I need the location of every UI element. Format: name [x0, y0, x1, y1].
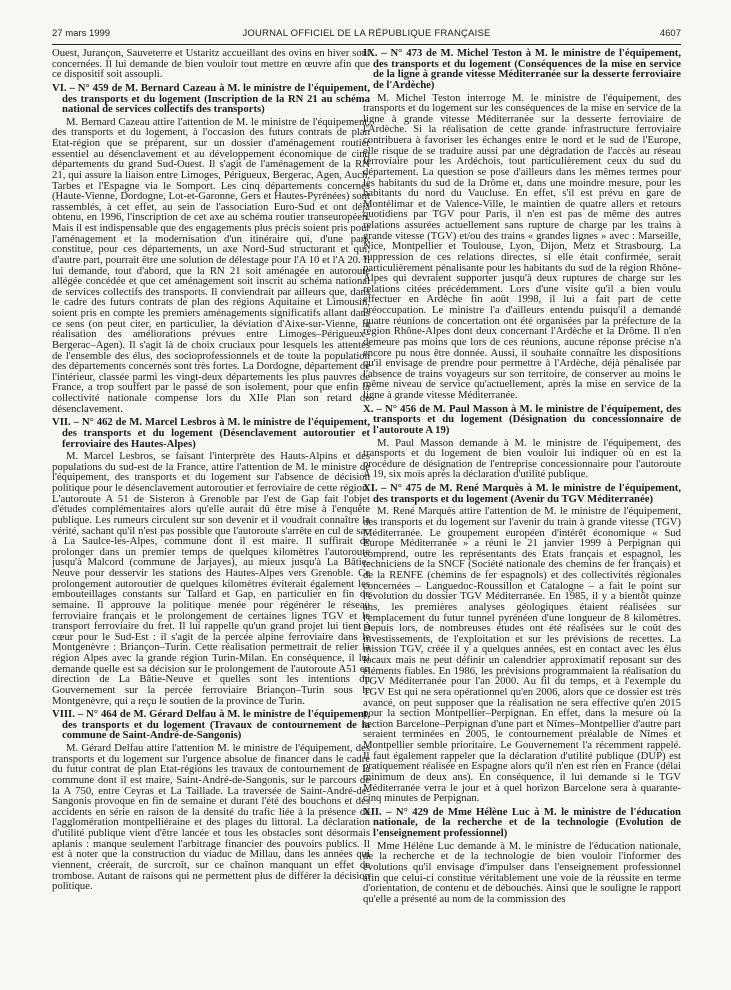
question-body-x: M. Paul Masson demande à M. le ministre de l'équipement, des transports et du logement de bien vouloir lui indiquer où en est la procédure de désignation de l'entreprise concessionnaire pour l'autoroute A 19, six mois après la déclaration d'utilité publique.	[363, 436, 681, 481]
question-body-vii: M. Marcel Lesbros, se faisant l'interprète des Hauts-Alpins et des populations du sud-est de la France, attire l'attention de M. le ministre de l'équipement, des transports et du logement sur l'absence de décision politique pour le désenclavement autoroutier et ferroviaire de cette région. L'autoroute A 51 de Sisteron à Grenoble par l'est de Gap fait l'objet d'études complémentaires alors qu'elle aurait dû être mise à l'enquête publique. Les rumeurs circulent sur son devenir et il voudrait connaître la vérité, sachant qu'il n'est pas possible que l'autoroute s'arrête en cul de sac à La Saulce-les-Alpes, commune dont il est maire. Il suffirait de prolonger dans un premier temps de quelques kilomètres l'autoroute jusqu'à Malcord (commune de Jarjayes), au mieux jusqu'à La Bâtie-Neuve pour desservir les stations des Hautes-Alpes vers Grenoble. Ce prolongement autoroutier de quelques kilomètres éviterait également les embouteillages constants sur Tallard et Gap, en particulier en fin de semaine. Il approuve la politique menée pour régénérer le réseau ferroviaire français et le prolongement de certaines lignes TGV et le transport ferroviaire du fret. Il lui rappelle qu'un grand projet lui tient à cœur pour le Sud-Est : il s'agit de la percée alpine ferroviaire dans le Montgenèvre : Briançon–Turin. Cette réalisation permettrait de relier la région Alpes avec la grande région Turin-Milan. En conséquence, il lui demande quelle est sa décision sur le prolongement de l'autoroute A51 en direction de La Bâtie-Neuve et quelles sont les intentions du Gouvernement sur la percée ferroviaire Briançon–Turin sous le Montgenèvre, qui a reçu le soutien de la province de Turin.	[52, 450, 370, 707]
question-heading-xi: XI. – N° 475 de M. René Marquès à M. le ministre de l'équipement, des transports et du logement (Avenir du TGV Méditerranée)	[363, 482, 681, 505]
question-body-ix: M. Michel Teston interroge M. le ministre de l'équipement, des transports et du logement sur les conséquences de la mise en service de la ligne à grande vitesse Méditerranée sur la desserte ferroviaire de l'Ardèche. Si la réalisation de cette grande infrastructure ferroviaire contribuera à favoriser les échanges entre le nord et le sud de l'Europe, elle risque de se traduire aussi par une dégradation de l'accès au réseau ferroviaire pour les Ardéchois, tout particulièrement ceux du sud du département. La question se pose d'ailleurs dans les mêmes termes pour les habitants du sud de la Drôme et, dans une moindre mesure, pour les habitants du nord du Vaucluse. En effet, s'il est prévu en gare de Montélimar et de Valence-Ville, le maintien de quatre allers et retours quotidiens par TGV pour Paris, il n'en est pas de même des autres relations assurées actuellement sans rupture de charge par les trains à grande vitesse (TGV) et/ou des trains « grandes lignes » avec : Marseille, Nice, Montpellier et Toulouse, Lyon, Dijon, Metz et Strasbourg. La suppression de ces relations directes, si elle était confirmée, serait particulièrement pénalisante pour les habitants du sud de la région Rhône-Alpes qui devraient supporter jusqu'à deux ruptures de charge sur les relations citées précédemment. Lors d'une visite qu'il a bien voulu effectuer en Ardèche fin août 1998, il lui a fait part de cette préoccupation. Le ministre l'a d'ailleurs entendu puisqu'il a demandé quatre réunions de concertation ont été organisées par la préfecture de la région Rhône-Alpes dont deux concernant l'Ardèche et la Drôme. Il n'en demeure pas moins que lors de ces réunions, aucune réponse précise n'a encore pu nous être donnée. Aussi, il souhaite connaître les dispositions qu'il envisage de prendre pour permettre à l'Ardèche, déjà pénalisée par l'absence de trains voyageurs sur son territoire, de conserver au moins le même niveau de service qu'actuellement, après la mise en service de la ligne à grande vitesse Méditerranée.	[363, 91, 681, 401]
header-journal-title: JOURNAL OFFICIEL DE LA RÉPUBLIQUE FRANÇAISE	[242, 28, 491, 39]
question-heading-x: X. – N° 456 de M. Paul Masson à M. le ministre de l'équipement, des transports et du logement (Désignation du concessionnaire de l'autoroute A 19)	[363, 402, 681, 436]
left-column	[52, 48, 370, 978]
question-heading-vii: VII. – N° 462 de M. Marcel Lesbros à M. le ministre de l'équipement, des transports et du logement (Désenclavement autoroutier et ferroviaire des Hautes-Alpes)	[52, 416, 370, 450]
page-header	[52, 24, 681, 45]
question-heading-ix: IX. – N° 473 de M. Michel Teston à M. le ministre de l'équipement, des transports et du logement (Conséquences de la mise en service de la ligne à grande vitesse Méditerranée sur la desserte ferroviaire de l'Ardèche)	[363, 48, 681, 91]
question-heading-vi: VI. – N° 459 de M. Bernard Cazeau à M. le ministre de l'équipement, des transports et du logement (Inscription de la RN 21 au schéma national de services collectifs des transports)	[52, 81, 370, 116]
header-date: 27 mars 1999	[52, 28, 111, 39]
question-heading-viii: VIII. – N° 464 de M. Gérard Delfau à M. le ministre de l'équipement, des transports et du logement (Travaux de contournement de la commune de Saint-André-de-Sangonis)	[52, 708, 370, 742]
question-body-vi: M. Bernard Cazeau attire l'attention de M. le ministre de l'équipement, des transports et du logement, à l'occasion des futurs contrats de plan Etat-région que se préparent, sur un dossier d'aménagement routier essentiel au désenclavement et au développement économique de cinq départements du grand Sud-Ouest. Il s'agit de l'aménagement de la RN 21, qui assure la liaison entre Limoges, Périgueux, Bergerac, Agen, Auch, Tarbes et l'Espagne via le Somport. Les cinq départements concernés (Haute-Vienne, Dordogne, Lot-et-Garonne, Gers et Hautes-Pyrénées) sont rassemblés, à cet effet, au sein de l'association Euro-Sud et ont déjà obtenu, en 1996, l'inscription de cet axe au schéma routier transeuropéen. Mais il est indispensable que des engagements plus précis soient pris pour l'aménagement et la modernisation d'un itinéraire qui, d'une part, constitue, pour ces départements, un axe Nord-Sud structurant et qui, d'autre part, pourrait être une solution de délestage pour l'A 10 et l'A 20. Il lui demande, tout d'abord, que la RN 21 soit aménagée en autoroute allégée concédée et que cet aménagement soit inscrit au schéma national de services collectifs des transports. Il conviendrait par ailleurs que, dans le cadre des futurs contrats de plan des régions Aquitaine et Limousin, soient pris en compte les premiers aménagements significatifs allant dans ce sens (on peut citer, en particulier, la déviation d'Aixe-sur-Vienne, la réalisation des améliorations prévues entre Limoges–Périgueux–Bergerac–Agen). Il s'agit là de choix cruciaux pour lesquels les attentes de l'ensemble des élus, des socioprofessionnels et de toute la population des départements concernés sont très fortes. La Dordogne, département de l'intérieur, classée parmi les vingt-deux départements les plus pauvres de France, a trop souffert par le passé de son isolement, pour que enfin la collectivité nationale compense lors du XIIe Plan son retard de désenclavement.	[52, 115, 370, 415]
question-body-xi: M. René Marquès attire l'attention de M. le ministre de l'équipement, des transports et du logement sur l'avenir du train à grande vitesse (TGV) Méditerranée. Le groupement européen d'intérêt économique « Sud Europe Méditerranée » a réuni le 21 janvier 1999 à Perpignan qui comprend, outre les représentants des Etats français et espagnol, les techniciens de la SNCF (Société nationale des chemins de fer français) et de la RENFE (chemins de fer espagnols) et des collectivités régionales concernées – Languedoc-Roussillon et Catalogne – a fait le point sur l'évolution du dossier TGV Méditerranée. En 1985, il y a bientôt quinze ans, les premières analyses géologiques étaient réalisées sur l'emplacement du futur tunnel pyrénéen d'une longueur de 8 kilomètres. Depuis lors, de nombreuses études ont été réalisées sur le coût des investissements, de l'exploitation et sur les prévisions de recettes. La mission TGV, créée il y a quelques années, est en contact avec les élus locaux mais ne peut définir un calendrier approximatif reposant sur des éléments fiables. En 1986, les prévisions programmaient la réalisation du TGV Méditerranée pour l'an 2000. Au fil du temps, et à l'exemple du TGV Est qui ne sera opérationnel qu'en 2006, alors que ce dossier est très avancé, on peut supposer que la réalisation ne sera effective qu'en 2015 pour la section Montpellier–Perpignan. En effet, dans la mesure où la section Barcelone–Perpignan d'une part et Nîmes–Montpellier d'autre part seraient terminées en 2005, le contournement préalable de Nîmes et Montpellier semble prioritaire. Le Gouvernement l'a récemment rappelé. Il faut également rappeler que la déclaration d'utilité publique (DUP) est pratiquement réalisée en Espagne alors qu'il n'en est rien en France (délai minimum de deux ans). En conséquence, il lui demande si le TGV Méditerranée verra le jour et à quel horizon Barcelone sera à quarante-cinq minutes de Perpignan.	[363, 505, 681, 805]
header-page-number: 4607	[659, 28, 681, 39]
right-column	[363, 48, 681, 978]
question-heading-xii: XII. – N° 429 de Mme Hélène Luc à M. le ministre de l'éducation nationale, de la recherche et de la technologie (Evolution de l'enseignement professionnel)	[363, 805, 681, 839]
continued-paragraph: Ouest, Jurançon, Sauveterre et Ustaritz accueillant des ovins en hiver sont concernées. Il lui demande de bien vouloir tout mettre en œuvre afin que ce dispositif soit assoupli.	[52, 48, 370, 81]
question-body-viii: M. Gérard Delfau attire l'attention M. le ministre de l'équipement, des transports et du logement sur l'urgence absolue de financer dans le cadre du futur contrat de plan Etat-régions les travaux de contournement de la commune dont il est maire, Saint-André-de-Sangonis, sur le parcours de la A 750, entre Ceyras et La Taillade. La traversée de Saint-André-de-Sangonis provoque en fin de semaine et durant l'été des bouchons et des accidents en série en raison de la densité du trafic liée à la présence de l'agglomération montpelliéraine et des plages du littoral. La déclaration d'utilité publique vient d'être lancée et tous les obstacles sont désormais aplanis : manque seulement l'arbitrage financier des pouvoirs publics. Il est à noter que la construction du viaduc de Millau, dans les années qui viennent, créerait, de surcroît, sur ce chaînon manquant un effet de trombose. Autant de raisons qui ne permettent plus de différer la décision politique.	[52, 742, 370, 893]
question-body-xii: Mme Hélène Luc demande à M. le ministre de l'éducation nationale, de la recherche et de la technologie de bien vouloir l'informer des évolutions qu'il envisage d'impulser dans l'enseignement professionnel afin que celui-ci constitue véritablement une voie de la réussite en terme d'orientation, de contenu et de débouchés. Ainsi que le souligne le rapport qu'elle a présenté au nom de la commission des	[363, 839, 681, 905]
